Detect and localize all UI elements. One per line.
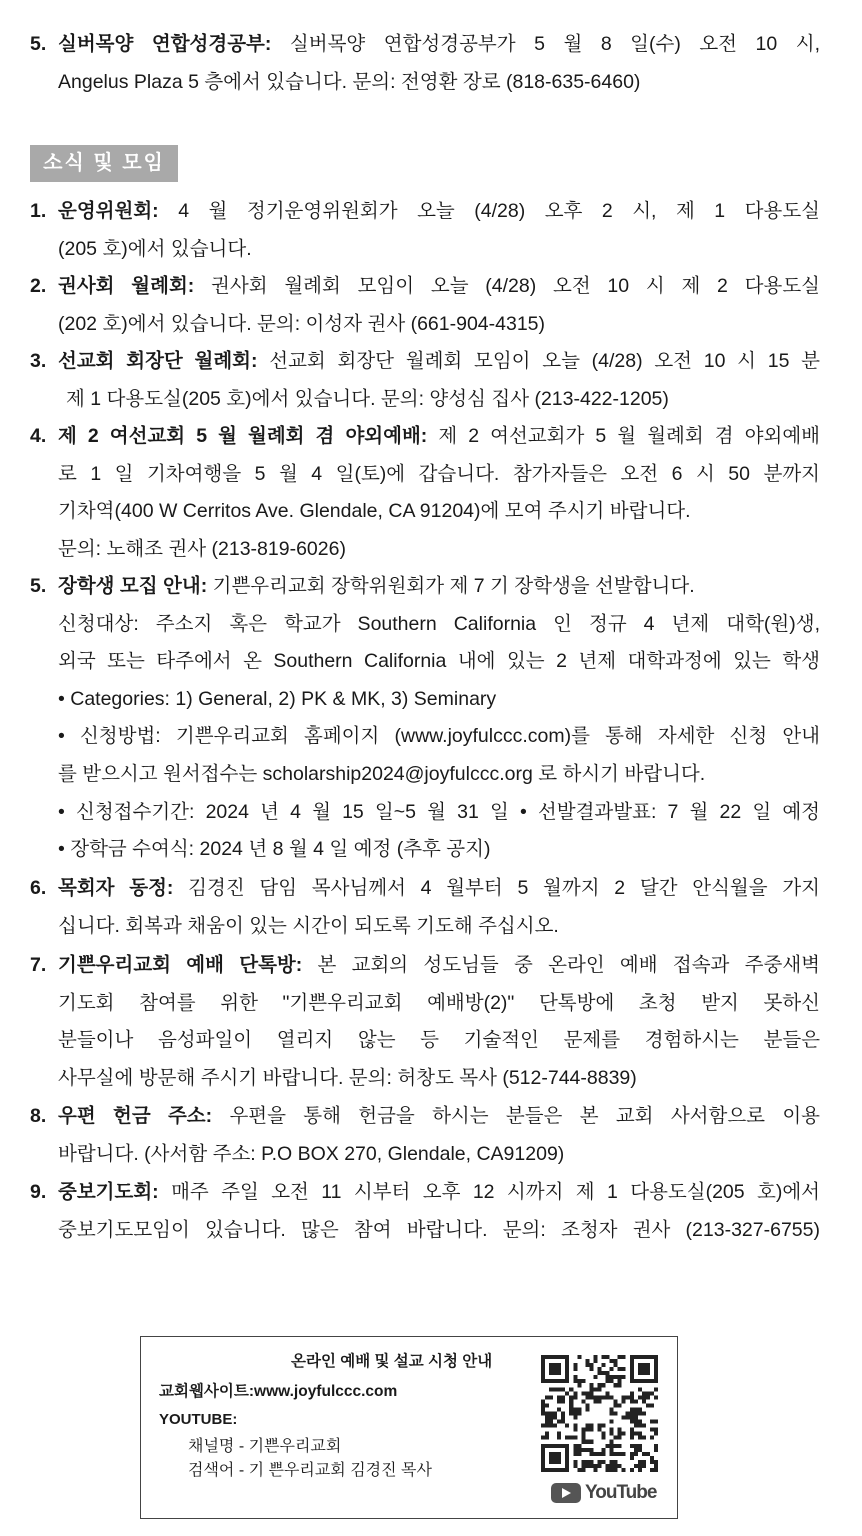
item-text: (205 호)에서 있습니다. xyxy=(58,237,252,260)
search-term: 검색어 - 기 쁜우리교회 김경진 목사 xyxy=(188,1462,432,1479)
notice-item-7 xyxy=(30,947,820,1097)
item-text: 문의: 노해조 권사 (213-819-6026) xyxy=(58,537,346,560)
item-number: 4. xyxy=(30,425,47,447)
bullet-text: • 신청접수기간: 2024 년 4 월 15 일~5 월 31 일 • 선발결과발표: 7 월 22 일 예정 xyxy=(58,800,820,823)
item-title: 선교회 회장단 월례회: xyxy=(58,350,258,372)
item-title: 우편 헌금 주소: xyxy=(58,1105,213,1127)
bullet-text: • 신청방법: 기쁜우리교회 홈페이지 (www.joyfulccc.com)를 통해 자세한 신청 안내 xyxy=(58,725,820,748)
notice-item-2 xyxy=(30,268,820,343)
notice-item-8 xyxy=(30,1098,820,1173)
notice-item-9 xyxy=(30,1174,820,1249)
item-text: Angelus Plaza 5 층에서 있습니다. 문의: 전영환 장로 (818-635-6460) xyxy=(58,70,641,93)
youtube-logo xyxy=(551,1482,656,1504)
item-title: 중보기도회: xyxy=(58,1181,159,1203)
item-text: 4 월 정기운영위원회가 오늘 (4/28) 오후 2 시, 제 1 다용도실 xyxy=(178,200,820,222)
box-title: 온라인 예배 및 설교 시청 안내 xyxy=(291,1353,493,1370)
item-text: 십니다. 회복과 채움이 있는 시간이 되도록 기도해 주십시오. xyxy=(58,914,559,937)
bullet-text: • 장학금 수여식: 2024 년 8 월 4 일 예정 (추후 공지) xyxy=(58,838,491,861)
item-number: 3. xyxy=(30,350,47,372)
notice-item-1 xyxy=(30,193,820,268)
item-title: 제 2 여선교회 5 월 월례회 겸 야외예배: xyxy=(58,425,428,447)
item-number: 9. xyxy=(30,1181,47,1203)
item-text: 바랍니다. (사서함 주소: P.O BOX 270, Glendale, CA91209) xyxy=(58,1142,565,1165)
youtube-play-icon xyxy=(551,1483,581,1503)
online-worship-info-box xyxy=(140,1336,678,1519)
bullet-text: • Categories: 1) General, 2) PK & MK, 3) Seminary xyxy=(58,687,497,710)
notice-item-4 xyxy=(30,418,820,568)
item-text: 신청대상: 주소지 혹은 학교가 Southern California 인 정규 4 년제 대학(원)생, xyxy=(58,612,820,635)
item-title: 목회자 동정: xyxy=(58,877,174,899)
item-number: 7. xyxy=(30,954,47,976)
item-text: 를 받으시고 원서접수는 scholarship2024@joyfulccc.org 로 하시기 바랍니다. xyxy=(58,762,706,785)
item-title: 운영위원회: xyxy=(58,200,159,222)
item-text: 사무실에 방문해 주시기 바랍니다. 문의: 허창도 목사 (512-744-8839) xyxy=(58,1066,637,1089)
item-title: 기쁜우리교회 예배 단톡방: xyxy=(58,954,303,976)
item-text: 권사회 월례회 모임이 오늘 (4/28) 오전 10 시 제 2 다용도실 xyxy=(211,275,820,297)
item-text: 중보기도모임이 있습니다. 많은 참여 바랍니다. 문의: 조청자 권사 (213-327-6755) xyxy=(58,1218,820,1241)
item-text: 기도회 참여를 위한 "기쁜우리교회 예배방(2)" 단톡방에 초청 받지 못하신 xyxy=(58,991,820,1014)
item-text: 실버목양 연합성경공부가 5 월 8 일(수) 오전 10 시, xyxy=(289,33,820,55)
item-number: 5. xyxy=(30,575,47,597)
item-text: 매주 주일 오전 11 시부터 오후 12 시까지 제 1 다용도실(205 호)에서 xyxy=(171,1181,820,1203)
item-text: 기쁜우리교회 장학위원회가 제 7 기 장학생을 선발합니다. xyxy=(212,575,695,597)
item-text: 기차역(400 W Cerritos Ave. Glendale, CA 91204)에 모여 주시기 바랍니다. xyxy=(58,500,691,523)
item-number: 1. xyxy=(30,200,47,222)
website-label: 교회웹사이트: xyxy=(159,1383,255,1400)
item-text: (202 호)에서 있습니다. 문의: 이성자 권사 (661-904-4315) xyxy=(58,312,546,335)
qr-code[interactable] xyxy=(541,1355,658,1472)
item-text: 본 교회의 성도님들 중 온라인 예배 접속과 주중새벽 xyxy=(317,954,820,976)
item-text: 제 2 여선교회가 5 월 월례회 겸 야외예배 xyxy=(438,425,820,447)
item-text: 선교회 회장단 월례회 모임이 오늘 (4/28) 오전 10 시 15 분 xyxy=(269,350,820,372)
item-title: 실버목양 연합성경공부: xyxy=(58,33,272,55)
section-header: 소식 및 모임 xyxy=(30,145,178,182)
item-text: 로 1 일 기차여행을 5 월 4 일(토)에 갑습니다. 참가자들은 오전 6 시 50 분까지 xyxy=(58,462,820,485)
item-text: 우편을 통해 헌금을 하시는 분들은 본 교회 사서함으로 이용 xyxy=(229,1105,820,1127)
item-text: 제 1 다용도실(205 호)에서 있습니다. 문의: 양성심 집사 (213-422-1205) xyxy=(66,387,669,410)
notice-item-3 xyxy=(30,343,820,418)
item-title: 장학생 모집 안내: xyxy=(58,575,208,597)
item-number: 6. xyxy=(30,877,47,899)
item-number: 5. xyxy=(30,33,47,55)
website-link[interactable]: www.joyfulccc.com xyxy=(254,1383,398,1400)
item-number: 2. xyxy=(30,275,47,297)
notice-item-5 xyxy=(30,568,820,869)
channel-name: 채널명 - 기쁜우리교회 xyxy=(188,1438,342,1455)
youtube-logo-text: YouTube xyxy=(585,1482,657,1503)
youtube-label: YOUTUBE: xyxy=(159,1411,238,1428)
item-title: 권사회 월례회: xyxy=(58,275,195,297)
item-text: 외국 또는 타주에서 온 Southern California 내에 있는 2 년제 대학과정에 있는 학생 xyxy=(58,650,820,673)
notice-item-silver-bible-study xyxy=(30,26,820,101)
website-line xyxy=(159,1379,397,1401)
item-text: 김경진 담임 목사님께서 4 월부터 5 월까지 2 달간 안식월을 가지 xyxy=(188,877,820,899)
notice-item-6 xyxy=(30,870,820,945)
item-text: 분들이나 음성파일이 열리지 않는 등 기술적인 문제를 경험하시는 분들은 xyxy=(58,1029,820,1052)
item-number: 8. xyxy=(30,1105,47,1127)
